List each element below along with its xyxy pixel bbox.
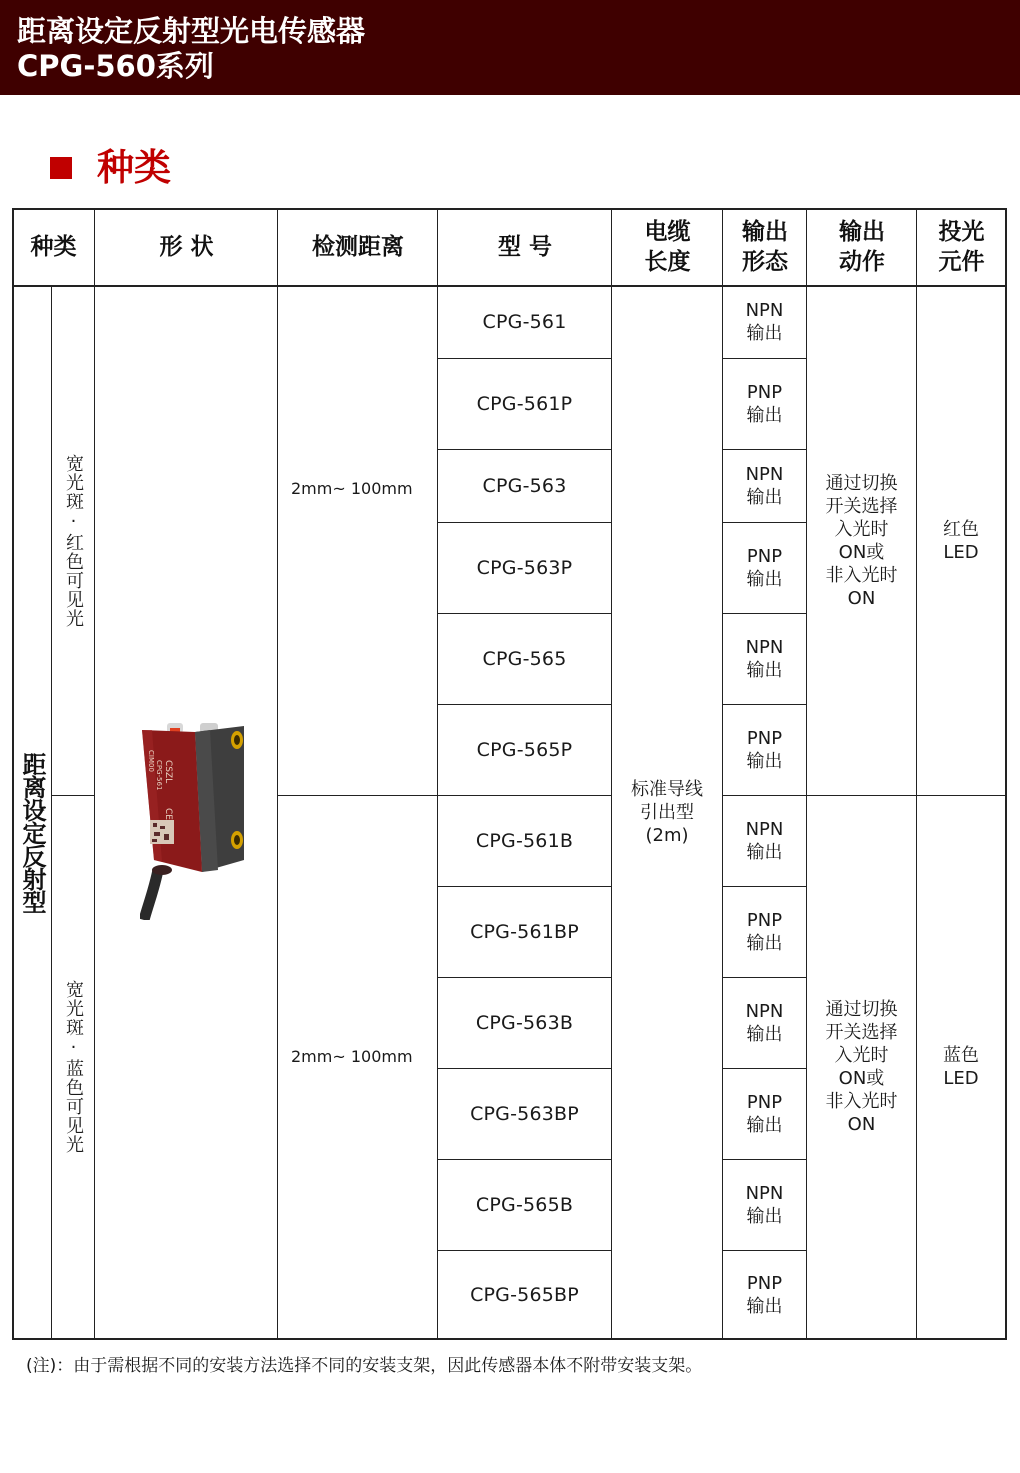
output-form-cell: [723, 705, 806, 795]
footnote: (注)：由于需根据不同的安装方法选择不同的安装支架，因此传感器本体不附带安装支架。: [26, 1356, 703, 1376]
model-cell: CPG-565B: [475, 1194, 574, 1216]
output-type: PNP: [746, 546, 783, 567]
output-action-line: 非入光时: [825, 564, 898, 586]
output-form-cell: [723, 450, 806, 522]
subtype-label: 宽光斑·红色可见光: [63, 453, 84, 628]
emitter-type: LED: [943, 541, 979, 563]
cable-length-line1: 标准导线: [631, 778, 703, 800]
category-label: 距离设定反射型: [18, 751, 46, 913]
subtype-cell-blue: [52, 796, 94, 1338]
col-header-emitter-line1: 投光: [938, 219, 985, 245]
svg-text:CE: CE: [163, 808, 173, 820]
col-header-cable: [612, 208, 723, 286]
svg-text:CIM00: CIM00: [147, 750, 155, 772]
output-type: PNP: [746, 910, 783, 931]
output-label: 输出: [746, 1115, 783, 1136]
output-form-cell: [723, 359, 806, 449]
model-cell: CPG-561P: [476, 393, 573, 415]
emitter-cell-blue: [917, 796, 1005, 1338]
output-action-line: 开关选择: [825, 1022, 898, 1043]
output-action-line: 通过切换: [825, 472, 898, 494]
subtype-label: 宽光斑·蓝色可见光: [63, 980, 84, 1154]
model-cell: CPG-563B: [475, 1012, 574, 1034]
model-cell: CPG-565: [482, 648, 567, 670]
svg-text:CPG-561: CPG-561: [155, 760, 163, 791]
col-header-output-action-line2: 动作: [839, 249, 885, 275]
page-subtitle: CPG-560系列: [17, 49, 214, 83]
col-header-output-form-line2: 形态: [742, 249, 788, 275]
output-label: 输出: [746, 842, 783, 863]
col-header-emitter-line2: 元件: [938, 249, 985, 275]
output-action-line: 通过切换: [825, 999, 898, 1020]
output-type: PNP: [746, 1272, 783, 1294]
distance-value: 2mm~ 100mm: [291, 1046, 413, 1066]
header-bar: [0, 0, 1020, 95]
output-type: NPN: [745, 637, 784, 658]
model-cell: CPG-561B: [475, 830, 574, 852]
model-cell: CPG-563P: [476, 557, 573, 579]
output-action-line: 入光时: [834, 1045, 889, 1066]
cable-length-line3: (2m): [645, 824, 689, 846]
col-header-output-action-line1: 输出: [839, 219, 885, 245]
col-header-output-form-line1: 输出: [742, 219, 788, 245]
output-action-line: 非入光时: [825, 1091, 898, 1112]
output-action-line: ON或: [838, 1068, 885, 1089]
output-action-line: 开关选择: [825, 495, 898, 517]
section-title: 种类: [97, 146, 171, 189]
output-type: PNP: [746, 382, 783, 403]
output-action-cell: [807, 796, 916, 1338]
output-type: NPN: [745, 1183, 784, 1204]
model-cell: CPG-563: [482, 475, 567, 497]
col-header-output-action: [807, 208, 917, 286]
output-type: PNP: [746, 728, 783, 749]
output-action-cell: [807, 286, 916, 795]
output-form-cell: [723, 523, 806, 613]
output-label: 输出: [746, 487, 783, 508]
output-type: PNP: [746, 1092, 783, 1113]
output-action-line: ON: [847, 1114, 876, 1135]
output-form-cell: [723, 286, 806, 358]
emitter-cell-red: [917, 286, 1005, 795]
emitter-color: 红色: [943, 518, 979, 540]
output-label: 输出: [746, 1024, 783, 1045]
col-header-cable-line1: 电缆: [644, 219, 691, 245]
model-cell: CPG-561BP: [470, 921, 579, 943]
output-label: 输出: [746, 1295, 783, 1317]
page-title: 距离设定反射型光电传感器: [17, 14, 366, 48]
output-type: NPN: [745, 819, 784, 840]
col-header-distance: 检测距离: [312, 234, 404, 260]
emitter-color: 蓝色: [943, 1045, 979, 1066]
model-cell: CPG-561: [482, 311, 567, 333]
cable-length-cell: [612, 286, 722, 1338]
output-form-cell: [723, 614, 806, 704]
col-header-kind: 种类: [30, 234, 77, 260]
output-label: 输出: [746, 1206, 783, 1227]
output-label: 输出: [746, 933, 783, 954]
table-border-right: [1005, 208, 1007, 1340]
svg-text:CSZL: CSZL: [163, 760, 173, 784]
output-action-line: ON或: [838, 541, 885, 563]
output-form-cell: [723, 1251, 806, 1338]
model-cell: CPG-565P: [476, 739, 573, 761]
table-border-bottom: [12, 1338, 1007, 1340]
output-action-line: ON: [847, 587, 876, 609]
photoelectric-sensor-image: [140, 720, 250, 920]
output-label: 输出: [746, 405, 783, 426]
output-type: NPN: [745, 464, 784, 485]
output-form-cell: [723, 1160, 806, 1250]
distance-cell: [278, 286, 437, 795]
emitter-type: LED: [943, 1068, 979, 1089]
distance-cell: [278, 796, 437, 1338]
output-label: 输出: [746, 323, 783, 344]
col-header-emitter: [917, 208, 1006, 286]
output-label: 输出: [746, 569, 783, 590]
output-label: 输出: [746, 660, 783, 681]
col-header-cable-line2: 长度: [644, 249, 691, 275]
col-header-model: 型 号: [497, 234, 552, 260]
subtype-cell-red: [52, 286, 94, 795]
col-header-shape: 形 状: [159, 234, 214, 260]
output-type: NPN: [745, 300, 784, 321]
output-form-cell: [723, 796, 806, 886]
output-form-cell: [723, 1069, 806, 1159]
distance-value: 2mm~ 100mm: [291, 479, 413, 498]
col-header-output-form: [723, 208, 807, 286]
output-type: NPN: [745, 1001, 784, 1022]
output-form-cell: [723, 887, 806, 977]
output-label: 输出: [746, 751, 783, 772]
output-action-line: 入光时: [834, 518, 889, 540]
model-cell: CPG-563BP: [470, 1103, 579, 1125]
output-form-cell: [723, 978, 806, 1068]
section-bullet-icon: [50, 157, 72, 179]
category-cell: [14, 286, 51, 1338]
cable-length-line2: 引出型: [640, 801, 694, 823]
model-cell: CPG-565BP: [470, 1283, 579, 1306]
